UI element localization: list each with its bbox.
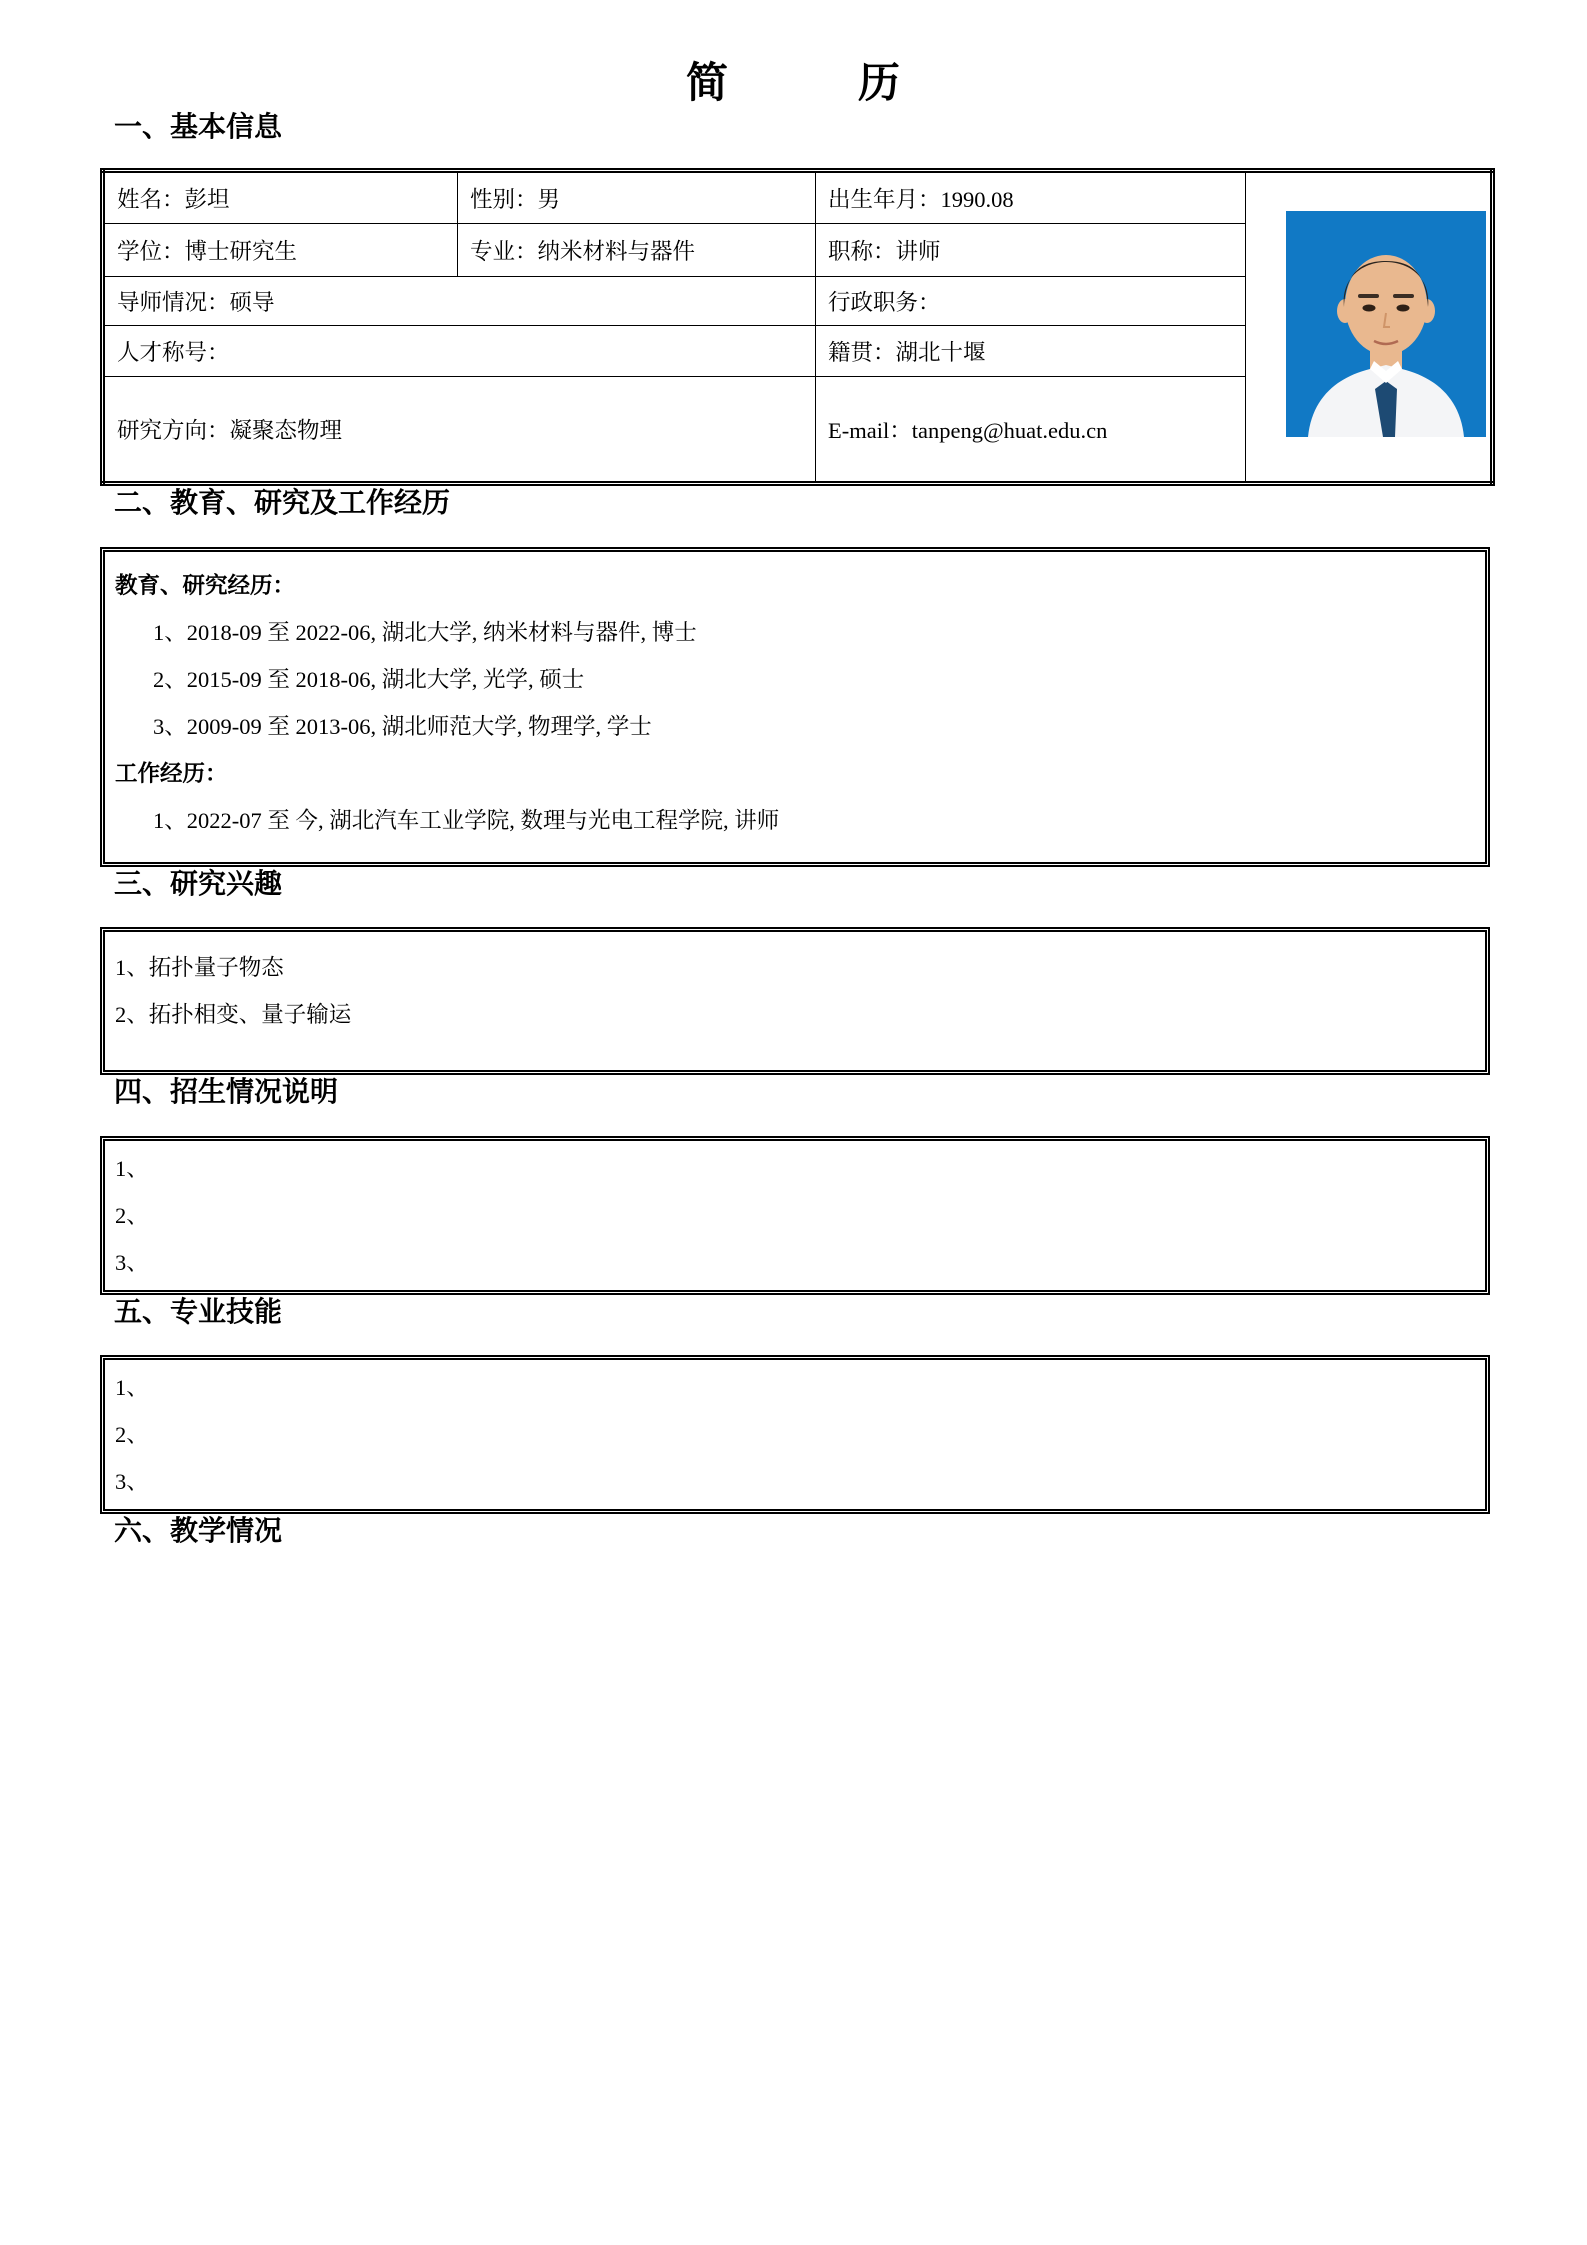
field-admin-post: 行政职务： [816, 277, 1246, 326]
interest-item: 2、拓扑相变、量子输运 [115, 1002, 352, 1028]
experience-box-inner [105, 552, 1485, 862]
enrollment-item: 2、 [115, 1202, 149, 1228]
page-title: 简 历 [685, 61, 901, 107]
field-degree: 学位：博士研究生 [103, 224, 458, 277]
field-talent-title: 人才称号： [103, 326, 816, 377]
skill-item: 1、 [115, 1374, 149, 1400]
field-hometown: 籍贯：湖北十堰 [816, 326, 1246, 377]
section-heading-basic-info: 一、基本信息 [114, 112, 283, 143]
field-gender: 性别：男 [458, 171, 816, 224]
section-heading-experience: 二、教育、研究及工作经历 [114, 488, 451, 520]
experience-box [100, 547, 1490, 867]
field-research-direction: 研究方向：凝聚态物理 [103, 377, 816, 484]
skills-list [105, 1360, 1485, 1509]
field-birth-date: 出生年月：1990.08 [816, 171, 1246, 224]
section-heading-enrollment: 四、招生情况说明 [114, 1077, 339, 1109]
enrollment-box [100, 1136, 1490, 1295]
basic-info-table [100, 168, 1495, 486]
education-history-label: 教育、研究经历： [115, 572, 296, 598]
photo-cell [1246, 171, 1493, 484]
enrollment-item: 3、 [115, 1249, 149, 1275]
interest-item: 1、拓扑量子物态 [115, 955, 284, 981]
section-heading-interests: 三、研究兴趣 [114, 868, 283, 900]
education-history-list [115, 609, 1473, 750]
field-advisor-status: 导师情况：硕导 [103, 277, 816, 326]
portrait-photo [1286, 211, 1486, 437]
enrollment-item: 1、 [115, 1155, 149, 1181]
field-title: 职称：讲师 [816, 224, 1246, 277]
skill-item: 3、 [115, 1468, 149, 1494]
work-history-item: 1、2022-07 至 今, 湖北汽车工业学院, 数理与光电工程学院, 讲师 [153, 807, 780, 833]
skills-box [100, 1355, 1490, 1514]
field-email: E-mail：tanpeng@huat.edu.cn [816, 377, 1246, 484]
work-history-list [115, 797, 1473, 844]
field-name: 姓名：彭坦 [103, 171, 458, 224]
section-heading-skills: 五、专业技能 [114, 1296, 283, 1328]
interests-list [105, 932, 1485, 1070]
education-history-item: 3、2009-09 至 2013-06, 湖北师范大学, 物理学, 学士 [153, 713, 652, 739]
enrollment-list [105, 1141, 1485, 1290]
section-heading-teaching: 六、教学情况 [114, 1515, 283, 1547]
education-history-item: 2、2015-09 至 2018-06, 湖北大学, 光学, 硕士 [153, 666, 585, 692]
education-history-item: 1、2018-09 至 2022-06, 湖北大学, 纳米材料与器件, 博士 [153, 619, 697, 645]
skill-item: 2、 [115, 1421, 149, 1447]
content-column [100, 110, 1490, 1550]
work-history-label: 工作经历： [115, 760, 228, 786]
interests-box [100, 927, 1490, 1075]
field-major: 专业：纳米材料与器件 [458, 224, 816, 277]
